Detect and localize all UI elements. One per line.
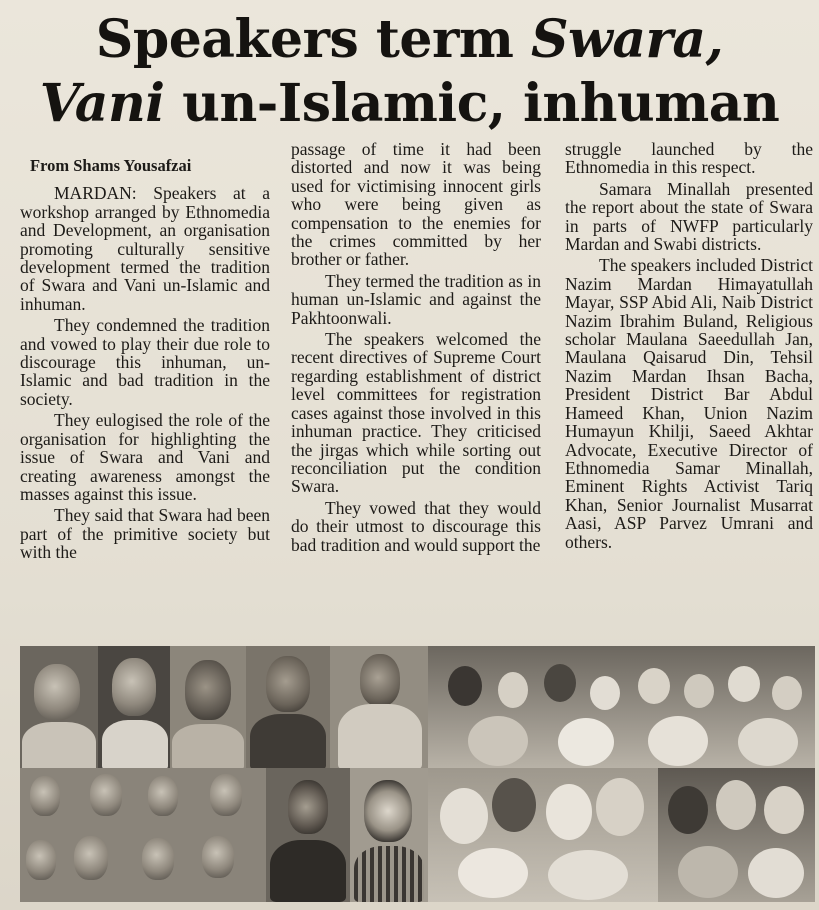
paragraph: struggle launched by the Ethnomedia in this respect. [565, 140, 813, 178]
column-1 [20, 157, 270, 662]
paragraph: The speakers welcomed the recent directives of Supreme Court regarding establishment of district level committees for registration cases against those involved in this inhuman practice. They criticised the jirgas which while sorting out reconciliation put the condition Swara. [291, 329, 541, 497]
portrait-photo [170, 646, 246, 768]
group-photo [20, 768, 266, 902]
officer-photo [266, 768, 350, 902]
byline: From Shams Yousafzai [30, 157, 192, 175]
audience-photo [428, 646, 815, 768]
portrait-photo [246, 646, 330, 768]
paragraph: MARDAN: Speakers at a workshop arranged by Ethnomedia and Development, an organisation promoting culturally sensitive development termed the tradition of Swara and Vani un-Islamic and inhuman. [20, 183, 270, 314]
paragraph: Samara Minallah presented the report about the state of Swara in parts of NWFP particularly Mardan and Swabi districts. [565, 178, 813, 255]
paragraph: They vowed that they would do their utmost to discourage this bad tradition and would support the [291, 497, 541, 555]
paragraph: passage of time it had been distorted and now it was being used for victimising innocent girls who were being given as compensation to the enemies for the crimes committed by her brother or father. [291, 140, 541, 270]
headline [0, 8, 819, 136]
column-2 [291, 140, 541, 645]
headline-line-1: Speakers term Swara, [95, 9, 724, 70]
headline-italic-vani: Vani [39, 73, 165, 134]
photo-collage [20, 646, 815, 902]
portrait-photo [20, 646, 98, 768]
portrait-photo-woman [350, 768, 428, 902]
paragraph: They condemned the tradition and vowed to play their due role to discourage this inhuman, un-Islamic and bad tradition in the society. [20, 315, 270, 409]
audience-photo [428, 768, 658, 902]
audience-photo [658, 768, 815, 902]
headline-italic-swara: Swara, [531, 9, 724, 70]
paragraph: They said that Swara had been part of the primitive society but with the [20, 505, 270, 563]
paragraph: They eulogised the role of the organisation for highlighting the issue of Swara and Vani and creating awareness amongst the masses against this issue. [20, 410, 270, 504]
column-3 [565, 140, 813, 645]
portrait-photo [98, 646, 170, 768]
portrait-photo [330, 646, 428, 768]
paragraph: The speakers included District Nazim Mardan Himayatullah Mayar, SSP Abid Ali, Naib District Nazim Ibrahim Buland, Religious scholar Maulana Saeedullah Jan, Maulana Qaisarud Din, Tehsil Nazim Mardan Ihsan Bacha, President District Bar Abdul Hameed Khan, Union Nazim Humayun Khilji, Saeed Akhtar Advocate, Executive Director of Ethnomedia Samar Minallah, Eminent Rights Activist Tariq Khan, Senior Journalist Musarrat Aasi, ASP Parvez Umrani and others. [565, 255, 813, 552]
paragraph: They termed the tradition as in human un-Islamic and against the Pakhtoonwali. [291, 270, 541, 328]
headline-line-2: Vani un-Islamic, inhuman [39, 73, 780, 134]
